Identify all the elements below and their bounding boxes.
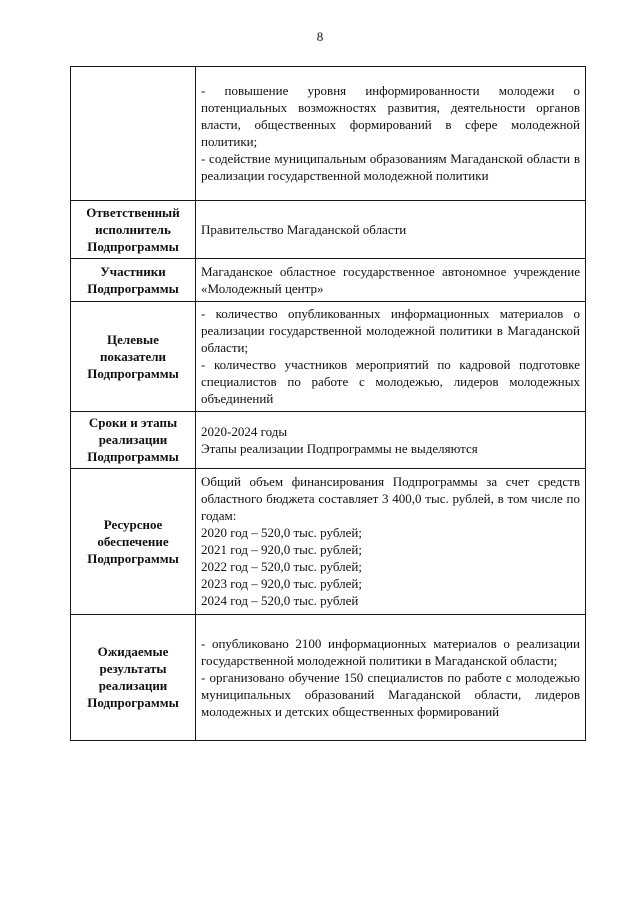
row-content-target-indicators xyxy=(196,302,586,412)
table-row-goals-continued xyxy=(71,67,586,201)
funding-year: 2022 год – 520,0 тыс. рублей; xyxy=(201,559,362,574)
table-row-executor xyxy=(71,201,586,259)
terms-line: Этапы реализации Подпрограммы не выделяются xyxy=(201,440,478,456)
funding-summary: Общий объем финансирования Подпрограммы за счет средств областного бюджета составляет 3 400,0 тыс. рублей, в том числе по годам: xyxy=(201,474,580,523)
row-content-executor xyxy=(196,201,586,259)
row-content-goals xyxy=(196,67,586,201)
indicator-item: - количество опубликованных информационных материалов о реализации государственной молодежной политики в Магаданской области; xyxy=(201,306,580,355)
funding-year: 2020 год – 520,0 тыс. рублей; xyxy=(201,525,362,540)
row-content-participants xyxy=(196,259,586,302)
result-item: - опубликовано 2100 информационных материалов о реализации государственной молодежной политики в Магаданской области; xyxy=(201,635,580,668)
row-label-expected-results: Ожидаемые результаты реализации Подпрограммы xyxy=(71,615,196,741)
goal-item: - содействие муниципальным образованиям Магаданской области в реализации государственной молодежной политики xyxy=(201,151,580,183)
row-content-resources xyxy=(196,469,586,615)
row-label-empty xyxy=(71,67,196,201)
table-row-participants xyxy=(71,259,586,302)
funding-year: 2024 год – 520,0 тыс. рублей xyxy=(201,593,359,608)
row-label-participants: Участники Подпрограммы xyxy=(71,259,196,302)
table-row-resources xyxy=(71,469,586,615)
row-label-terms: Сроки и этапы реализации Подпрограммы xyxy=(71,412,196,469)
result-item: - организовано обучение 150 специалистов по работе с молодежью муниципальных образований Магаданской области, лидеров молодежных и детских общественных формирований xyxy=(201,669,580,719)
row-content-terms xyxy=(196,412,586,469)
goal-item: - повышение уровня информированности молодежи о потенциальных возможностях развития, деятельности органов власти, общественных формирований в сфере молодежной политики; xyxy=(201,83,580,149)
participants-text: Магаданское областное государственное автономное учреждение «Молодежный центр» xyxy=(201,263,580,296)
row-label-resources: Ресурсное обеспечение Подпрограммы xyxy=(71,469,196,615)
table-row-terms xyxy=(71,412,586,469)
funding-year: 2021 год – 920,0 тыс. рублей; xyxy=(201,542,362,557)
row-label-executor: Ответственный исполнитель Подпрограммы xyxy=(71,201,196,259)
terms-line: 2020-2024 годы xyxy=(201,423,288,439)
executor-text: Правительство Магаданской области xyxy=(201,221,407,237)
page-number: 8 xyxy=(316,29,324,44)
indicator-item: - количество участников мероприятий по кадровой подготовке специалистов по работе с молодежью, лидеров молодежных объединений xyxy=(201,357,580,406)
subprogram-passport-table xyxy=(70,66,586,741)
row-content-expected-results xyxy=(196,615,586,741)
table-row-expected-results xyxy=(71,615,586,741)
table-row-target-indicators xyxy=(71,302,586,412)
funding-year: 2023 год – 920,0 тыс. рублей; xyxy=(201,576,362,591)
row-label-target-indicators: Целевые показатели Подпрограммы xyxy=(71,302,196,412)
